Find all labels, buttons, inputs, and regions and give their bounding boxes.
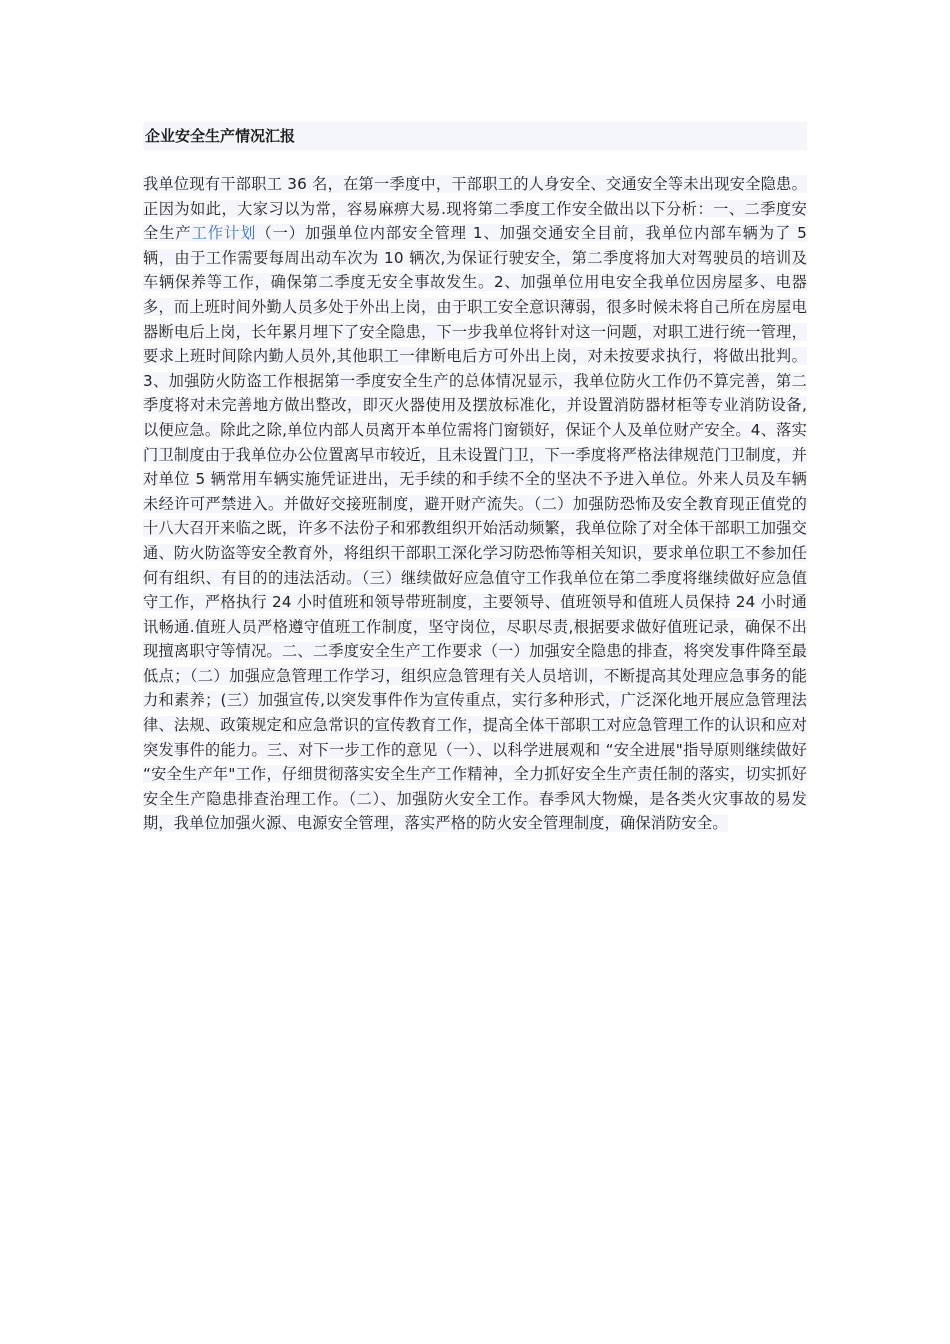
body-text-part-1: 我单位现有干部职工 36 名，在第一季度中，干部职工的人身安全、交通安全等未出现安全隐患。正因为如此，大家习以为常，容易麻痹大易.现将第二季度工作安全做出以下分析：一、二季度安全生产 bbox=[143, 175, 807, 243]
body-text-part-2: （一）加强单位内部安全管理 1、加强交通安全目前，我单位内部车辆为了 5 辆，由于工作需要每周出动车次为 10 辆次,为保证行驶安全，第二季度将加大对驾驶员的培训及车辆保养等工作，确保第二季度无安全事故发生。2、加强单位用电安全我单位因房屋多、电器多，而上班时间外勤人员多处于外出上岗，由于职工安全意识薄弱，很多时候未将自己所在房屋电器断电后上岗，长年累月埋下了安全隐患，下一步我单位将针对这一问题，对职工进行统一管理，要求上班时间除内勤人员外,其他职工一律断电后方可外出上岗，对未按要求执行，将做出批判。3、加强防火防盗工作根据第一季度安全生产的总体情况显示，我单位防火工作仍不算完善，第二季度将对未完善地方做出整改，即灭火器使用及摆放标准化，并设置消防器材柜等专业消防设备,以便应急。除此之除,单位内部人员离开本单位需将门窗锁好，保证个人及单位财产安全。4、落实门卫制度由于我单位办公位置离早市较近，且未设置门卫，下一季度将严格法律规范门卫制度，并对单位 5 辆常用车辆实施凭证进出，无手续的和手续不全的坚决不予进入单位。外来人员及车辆未经许可严禁进入。并做好交接班制度，避开财产流失。（二）加强防恐怖及安全教育现正值党的十八大召开来临之既，许多不法份子和邪教组织开始活动频繁，我单位除了对全体干部职工加强交通、防火防盗等安全教育外，将组织干部职工深化学习防恐怖等相关知识，要求单位职工不参加任何有组织、有目的的违法活动。（三）继续做好应急值守工作我单位在第二季度将继续做好应急值守工作，严格执行 24 小时值班和领导带班制度，主要领导、值班领导和值班人员保持 24 小时通讯畅通.值班人员严格遵守值班工作制度，坚守岗位，尽职尽责,根据要求做好值班记录，确保不出现擅离职守等情况。二、二季度安全生产工作要求（一）加强安全隐患的排查，将突发事件降至最低点；（二）加强应急管理工作学习，组织应急管理有关人员培训，不断提高其处理应急事务的能力和素养；(三）加强宣传,以突发事件作为宣传重点，实行多种形式，广泛深化地开展应急管理法律、法规、政策规定和应急常识的宣传教育工作，提高全体干部职工对应急管理工作的认识和应对突发事件的能力。三、对下一步工作的意见（一）、以科学进展观和 “安全进展"指导原则继续做好 “安全生产年"工作，仔细贯彻落实安全生产工作精神，全力抓好安全生产责任制的落实，切实抓好安全生产隐患排查治理工作。（二）、加强防火安全工作。春季风大物燥，是各类火灾事故的易发期，我单位加强火源、电源安全管理，落实严格的防火安全管理制度，确保消防安全。 bbox=[143, 224, 807, 833]
work-plan-link[interactable]: 工作计划 bbox=[191, 224, 257, 243]
document-page bbox=[143, 122, 807, 836]
document-title: 企业安全生产情况汇报 bbox=[143, 122, 807, 150]
document-body bbox=[143, 172, 807, 836]
